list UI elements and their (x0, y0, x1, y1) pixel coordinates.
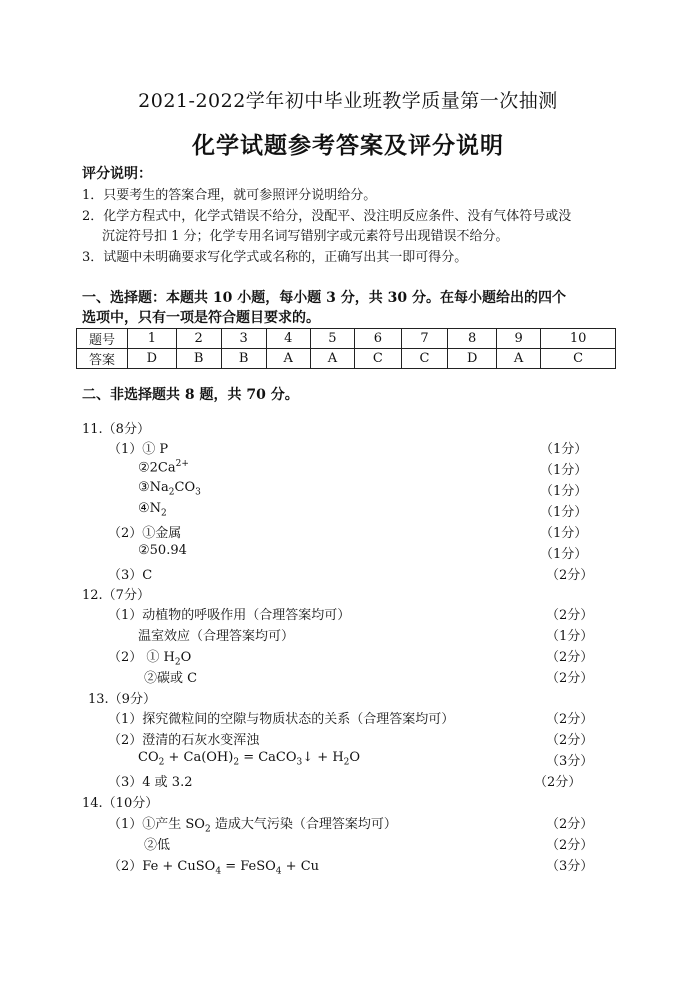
points: （2分） (546, 817, 594, 832)
table-cell: 1 (128, 329, 177, 349)
scoring-note-3: 3．试题中未明确要求写化学式或名称的，正确写出其一即可得分。 (82, 250, 468, 265)
table-cell: C (401, 349, 448, 369)
q13-equation: $CO_2 + Ca(OH)_2$ = CaCO$_3$↓ + $H_2O$ (138, 750, 361, 768)
table-row-numbers (77, 329, 616, 349)
table-cell: 5 (310, 329, 354, 349)
table-cell: D (128, 349, 177, 369)
table-cell: A (310, 349, 354, 369)
points: （1分） (540, 505, 588, 520)
q11-line: $②2Ca^{2+}$ (138, 459, 189, 476)
table-row-answers (77, 349, 616, 369)
table-cell: A (266, 349, 310, 369)
table-cell: 6 (355, 329, 402, 349)
q11-line: ②50.94 (138, 543, 187, 558)
points: （2分） (546, 838, 594, 853)
section1-heading: 一、选择题：本题共 10 小题，每小题 3 分，共 30 分。在每小题给出的四个 (82, 290, 566, 306)
q12-line: 温室效应（合理答案均可） (138, 629, 295, 644)
table-cell: 3 (221, 329, 266, 349)
row-label-answer: 答案 (77, 349, 128, 369)
q11-line: （1）① P (108, 442, 169, 457)
row-label-question: 题号 (77, 329, 128, 349)
q12-line: （2） ① $H_2O$ (108, 650, 192, 668)
points: （1分） (540, 484, 588, 499)
table-cell: 9 (497, 329, 541, 349)
answer-key-title: 化学试题参考答案及评分说明 (192, 132, 504, 159)
points: （1分） (540, 463, 588, 478)
points: （2分） (546, 568, 594, 583)
q12-title: 12.（7分） (82, 588, 150, 603)
table-cell: 8 (448, 329, 497, 349)
scoring-note-2: 2．化学方程式中，化学式错误不给分，没配平、没注明反应条件、没有气体符号或没 (82, 209, 572, 224)
exam-title: 2021-2022学年初中毕业班教学质量第一次抽测 (138, 90, 558, 112)
table-cell: 2 (176, 329, 221, 349)
q11-line: （2）①金属 (108, 526, 182, 541)
scoring-note-2-cont: 沉淀符号扣 1 分；化学专用名词写错别字或元素符号出现错误不给分。 (102, 229, 509, 244)
section2-heading: 二、非选择题共 8 题，共 70 分。 (82, 387, 299, 403)
table-cell: B (176, 349, 221, 369)
table-cell: 10 (541, 329, 616, 349)
q14-line: （1）①产生 $SO_2$ 造成大气污染（合理答案均可） (108, 817, 397, 835)
q13-line: （1）探究微粒间的空隙与物质状态的关系（合理答案均可） (108, 712, 455, 727)
q14-line: ②低 (144, 838, 171, 853)
table-cell: B (221, 349, 266, 369)
scoring-note-1: 1．只要考生的答案合理，就可参照评分说明给分。 (82, 188, 377, 203)
table-cell: C (541, 349, 616, 369)
q14-title: 14.（10分） (82, 796, 159, 811)
points: （3分） (546, 754, 594, 769)
answer-table (76, 328, 616, 369)
table-cell: 7 (401, 329, 448, 349)
q12-line: （1）动植物的呼吸作用（合理答案均可） (108, 608, 351, 623)
points: （2分） (534, 775, 582, 790)
points: （2分） (546, 608, 594, 623)
q13-title: 13.（9分） (88, 692, 156, 707)
table-cell: A (497, 349, 541, 369)
points: （1分） (540, 442, 588, 457)
q14-equation: （2）Fe + CuSO$_4$ = FeSO$_4$ + Cu (108, 859, 320, 877)
table-cell: D (448, 349, 497, 369)
points: （2分） (546, 650, 594, 665)
points: （3分） (546, 859, 594, 874)
q12-line: ②碳或 C (144, 671, 198, 686)
q11-line: （3）C (108, 568, 153, 583)
q13-line: （2）澄清的石灰水变浑浊 (108, 733, 260, 748)
q11-line: $④N_2$ (138, 501, 167, 519)
points: （2分） (546, 712, 594, 727)
points: （1分） (546, 629, 594, 644)
points: （2分） (546, 671, 594, 686)
table-cell: 4 (266, 329, 310, 349)
scoring-notes-heading: 评分说明： (82, 166, 152, 182)
section1-heading-cont: 选项中，只有一项是符合题目要求的。 (82, 310, 320, 326)
table-cell: C (355, 349, 402, 369)
q13-line: （3）4 或 3.2 (108, 775, 193, 790)
q11-line: $③Na_2CO_3$ (138, 480, 201, 498)
points: （1分） (540, 547, 588, 562)
points: （1分） (540, 526, 588, 541)
q11-title: 11.（8分） (82, 422, 150, 437)
points: （2分） (546, 733, 594, 748)
